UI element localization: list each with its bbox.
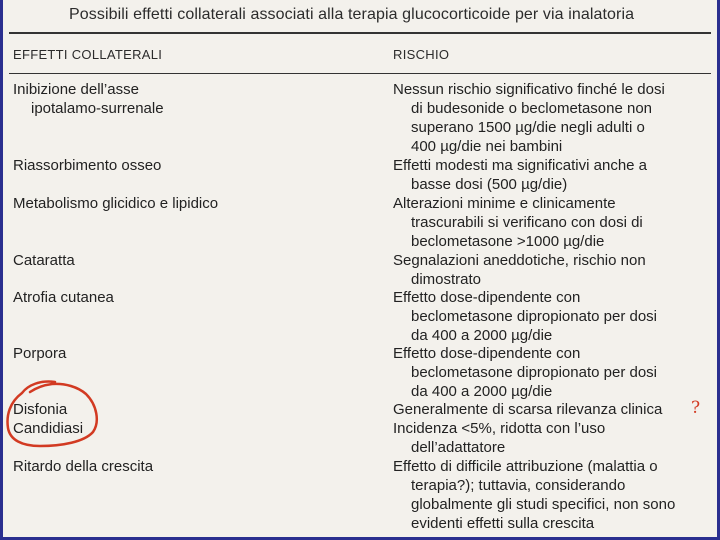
risk-line: Effetto dose-dipendente con <box>393 289 581 306</box>
effect-line: Candidiasi <box>13 420 84 437</box>
effect-line: Riassorbimento osseo <box>13 157 162 174</box>
column-header-risk: RISCHIO <box>393 47 450 62</box>
effect-line: Porpora <box>13 345 67 362</box>
effect-line: Cataratta <box>13 252 75 269</box>
risk-line: 400 µg/die nei bambini <box>411 138 563 155</box>
effect-cell <box>13 80 164 118</box>
risk-line: di budesonide o beclometasone non <box>411 100 653 117</box>
risk-cell <box>393 156 647 194</box>
risk-line: da 400 a 2000 µg/die <box>411 327 553 344</box>
risk-line: Nessun rischio significativo finché le dosi <box>393 81 665 98</box>
header-rule <box>9 73 711 74</box>
risk-line: da 400 a 2000 µg/die <box>411 383 553 400</box>
risk-cell <box>393 344 657 401</box>
risk-line: basse dosi (500 µg/die) <box>411 176 568 193</box>
effect-cell <box>13 194 218 213</box>
risk-line: Effetti modesti ma significativi anche a <box>393 157 648 174</box>
risk-line: beclometasone >1000 µg/die <box>411 233 605 250</box>
risk-cell <box>393 194 643 251</box>
risk-cell <box>393 457 675 533</box>
risk-line: Segnalazioni aneddotiche, rischio non <box>393 252 646 269</box>
risk-line: Alterazioni minime e clinicamente <box>393 195 616 212</box>
effect-line: Inibizione dell’asse <box>13 81 139 98</box>
risk-line: beclometasone dipropionato per dosi <box>411 364 657 381</box>
risk-cell <box>393 400 662 419</box>
risk-line: Generalmente di scarsa rilevanza clinica <box>393 401 663 418</box>
effect-line: Ritardo della crescita <box>13 458 154 475</box>
risk-cell <box>393 419 605 457</box>
risk-line: dell’adattatore <box>411 439 506 456</box>
effect-cell <box>13 400 67 419</box>
effect-cell <box>13 251 75 270</box>
risk-line: trascurabili si verificano con dosi di <box>411 214 643 231</box>
risk-line: Incidenza <5%, ridotta con l’uso <box>393 420 606 437</box>
risk-line: beclometasone dipropionato per dosi <box>411 308 657 325</box>
risk-cell <box>393 251 646 289</box>
risk-cell <box>393 80 665 156</box>
column-header-effects: EFFETTI COLLATERALI <box>13 47 163 62</box>
effect-line: ipotalamo-surrenale <box>31 100 164 117</box>
risk-line: superano 1500 µg/die negli adulti o <box>411 119 645 136</box>
question-mark-annotation: ? <box>691 398 701 418</box>
effect-cell <box>13 288 114 307</box>
effect-cell <box>13 156 161 175</box>
risk-line: terapia?); tuttavia, considerando <box>411 477 626 494</box>
risk-line: evidenti effetti sulla crescita <box>411 515 595 532</box>
effect-cell <box>13 344 66 363</box>
top-rule <box>9 32 711 34</box>
risk-cell <box>393 288 657 345</box>
table-title: Possibili effetti collaterali associati alla terapia glucocorticoide per via inalatoria <box>69 6 635 23</box>
effect-line: Disfonia <box>13 401 68 418</box>
risk-line: Effetto dose-dipendente con <box>393 345 581 362</box>
scanned-table-page <box>3 0 717 537</box>
risk-line: globalmente gli studi specifici, non sono <box>411 496 676 513</box>
effect-line: Metabolismo glicidico e lipidico <box>13 195 219 212</box>
effect-line: Atrofia cutanea <box>13 289 114 306</box>
risk-line: Effetto di difficile attribuzione (malattia o <box>393 458 658 475</box>
effect-cell <box>13 419 83 438</box>
risk-line: dimostrato <box>411 271 482 288</box>
effect-cell <box>13 457 153 476</box>
